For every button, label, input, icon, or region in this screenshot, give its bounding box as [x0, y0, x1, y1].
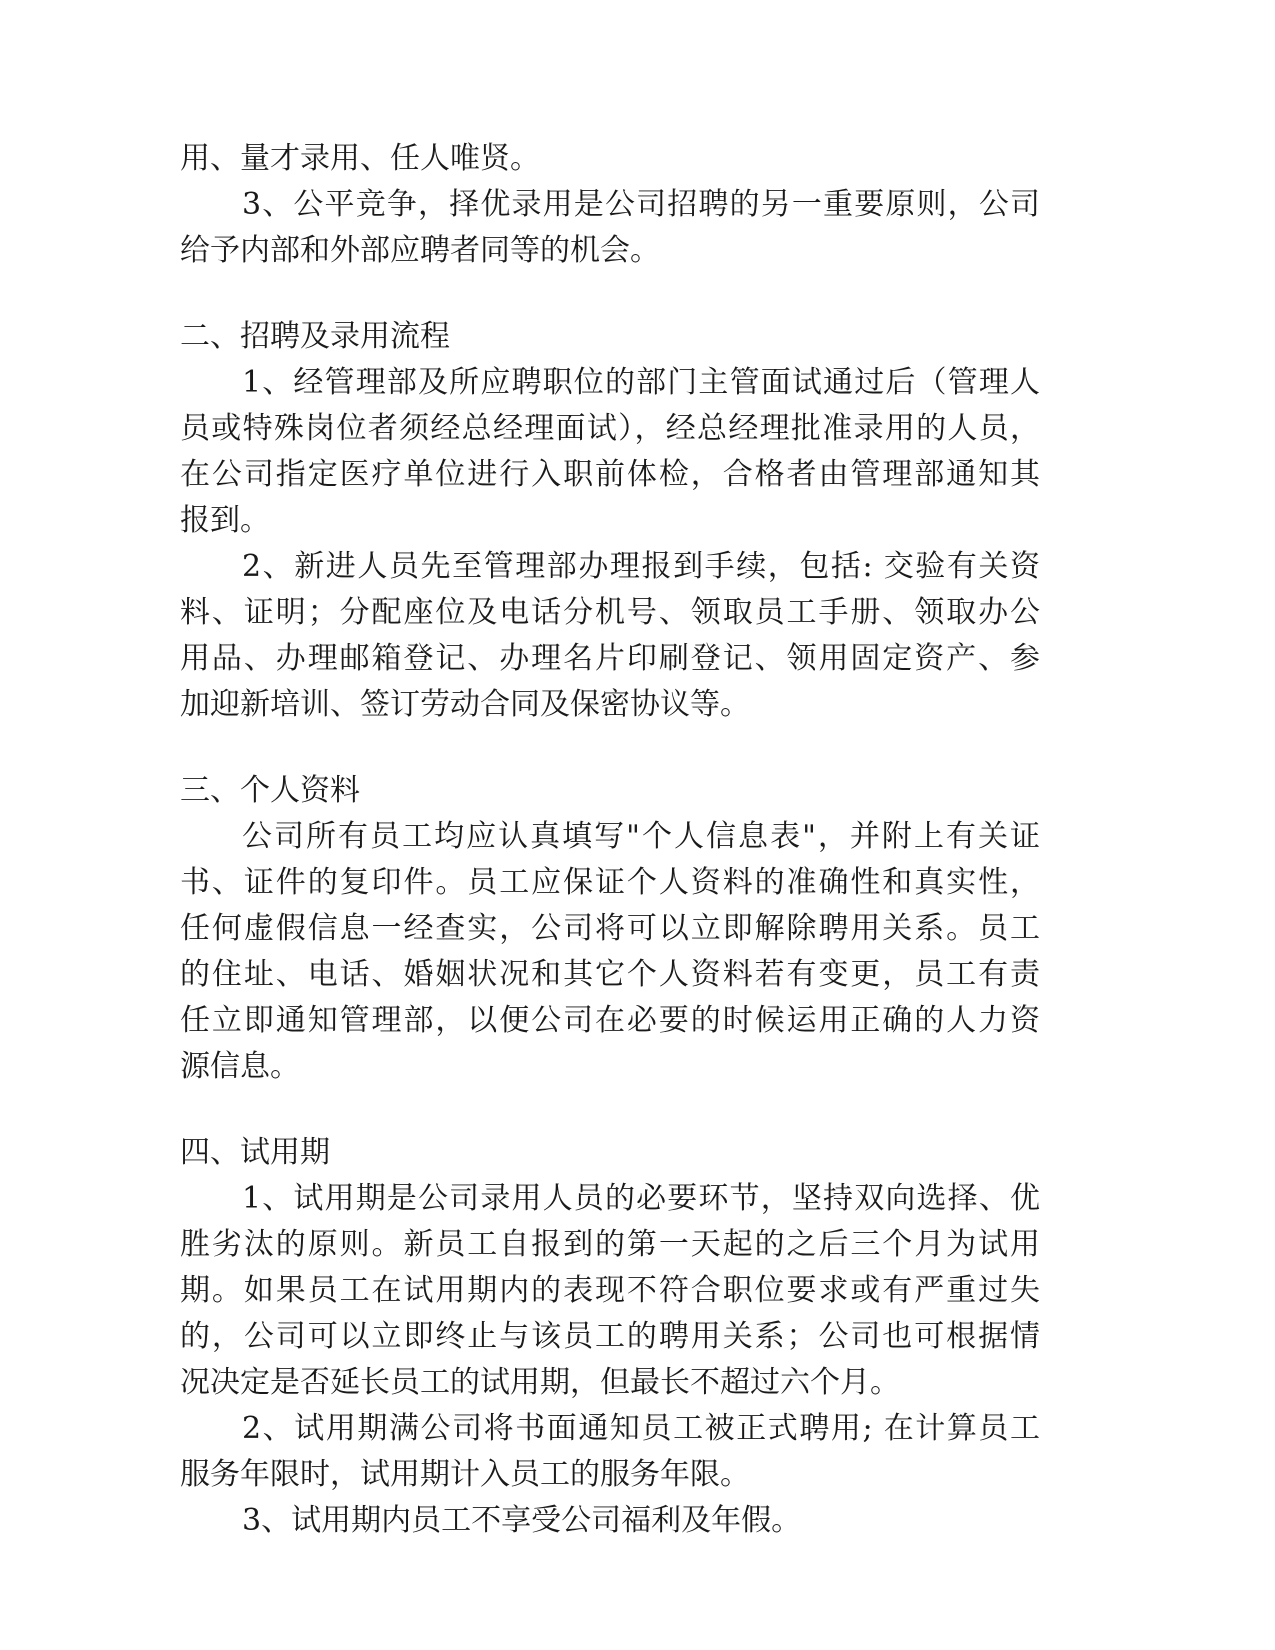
paragraph-line: 2、新进人员先至管理部办理报到手续，包括: 交验有关资 — [242, 549, 1040, 584]
paragraph-line: 服务年限时，试用期计入员工的服务年限。 — [180, 1457, 750, 1492]
paragraph-line: 员或特殊岗位者须经总经理面试），经总经理批准录用的人员， — [180, 411, 1040, 446]
paragraph-line: 1、经管理部及所应聘职位的部门主管面试通过后（管理人 — [242, 365, 1040, 400]
paragraph-line: 任何虚假信息一经查实，公司将可以立即解除聘用关系。员工 — [180, 911, 1040, 946]
paragraph-line: 书、证件的复印件。员工应保证个人资料的准确性和真实性， — [180, 865, 1040, 900]
paragraph-line: 任立即通知管理部，以便公司在必要的时候运用正确的人力资 — [180, 1003, 1040, 1038]
section-heading-probation: 四、试用期 — [180, 1135, 330, 1170]
paragraph-line: 源信息。 — [180, 1049, 300, 1084]
paragraph-line: 加迎新培训、签订劳动合同及保密协议等。 — [180, 687, 750, 722]
paragraph-line: 报到。 — [180, 503, 270, 538]
paragraph-line: 况决定是否延长员工的试用期，但最长不超过六个月。 — [180, 1365, 900, 1400]
paragraph-line: 3、试用期内员工不享受公司福利及年假。 — [242, 1503, 802, 1538]
section-gap — [180, 728, 1040, 768]
intro-line-3: 给予内部和外部应聘者同等的机会。 — [180, 233, 660, 268]
document-body — [180, 136, 1040, 1544]
paragraph-line: 期。如果员工在试用期内的表现不符合职位要求或有严重过失 — [180, 1273, 1040, 1308]
paragraph-line: 的住址、电话、婚姻状况和其它个人资料若有变更，员工有责 — [180, 957, 1040, 992]
section-gap — [180, 274, 1040, 314]
paragraph-line: 料、证明；分配座位及电话分机号、领取员工手册、领取办公 — [180, 595, 1040, 630]
paragraph-line: 1、试用期是公司录用人员的必要环节，坚持双向选择、优 — [242, 1181, 1040, 1216]
section-heading-personal-info: 三、个人资料 — [180, 773, 360, 808]
intro-line-2: 3、公平竞争，择优录用是公司招聘的另一重要原则，公司 — [242, 187, 1040, 222]
paragraph-line: 2、试用期满公司将书面通知员工被正式聘用; 在计算员工 — [242, 1411, 1040, 1446]
paragraph-line: 在公司指定医疗单位进行入职前体检，合格者由管理部通知其 — [180, 457, 1040, 492]
section-gap — [180, 1090, 1040, 1130]
paragraph-line: 的，公司可以立即终止与该员工的聘用关系；公司也可根据情 — [180, 1319, 1040, 1354]
paragraph-line: 公司所有员工均应认真填写"个人信息表"，并附上有关证 — [242, 819, 1040, 854]
section-heading-recruitment: 二、招聘及录用流程 — [180, 319, 450, 354]
paragraph-line: 用品、办理邮箱登记、办理名片印刷登记、领用固定资产、参 — [180, 641, 1040, 676]
paragraph-line: 胜劣汰的原则。新员工自报到的第一天起的之后三个月为试用 — [180, 1227, 1040, 1262]
intro-line-1: 用、量才录用、任人唯贤。 — [180, 141, 540, 176]
